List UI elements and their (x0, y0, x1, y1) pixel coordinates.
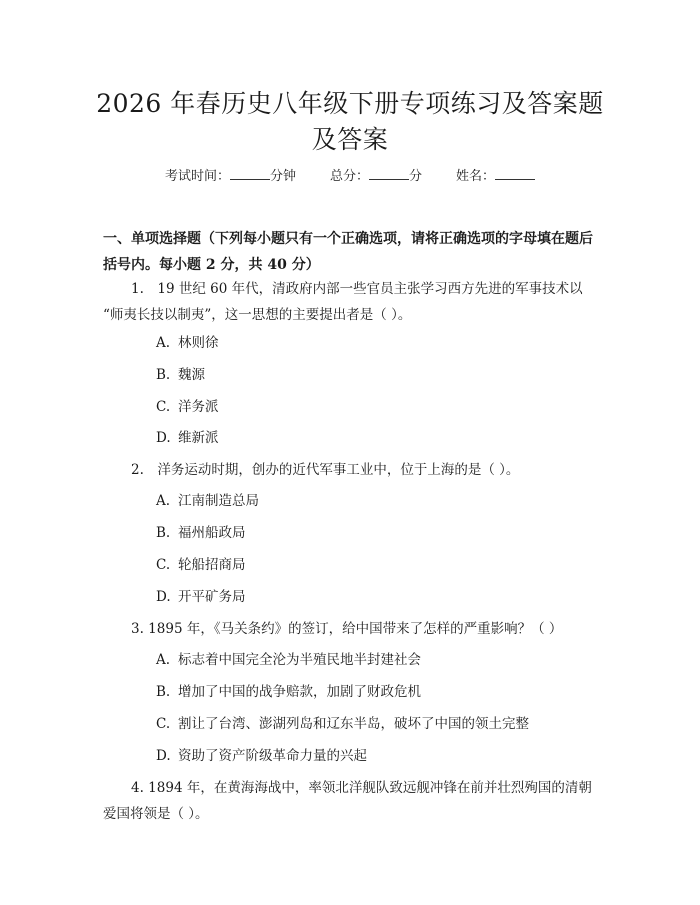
section-heading-line2: 括号内。每小题 2 分，共 40 分） (103, 257, 320, 273)
section-heading-line1: 一、单项选择题（下列每小题只有一个正确选项，请将正确选项的字母填在题后 (103, 231, 593, 247)
option-3b: B. 增加了中国的战争赔款，加剧了财政危机 (156, 684, 421, 700)
name-blank (495, 167, 535, 180)
name-label: 姓名： (456, 169, 496, 184)
score-blank (369, 167, 409, 180)
question-2-line1: 2. 洋务运动时期，创办的近代军事工业中，位于上海的是（ ）。 (131, 462, 520, 478)
score-label: 总分： (329, 169, 369, 184)
question-1-line1: 1. 19 世纪 60 年代，清政府内部一些官员主张学习西方先进的军事技术以 (131, 281, 583, 297)
option-2c: C. 轮船招商局 (156, 557, 246, 573)
option-1b: B. 魏源 (156, 367, 205, 383)
option-1a: A. 林则徐 (156, 335, 219, 351)
option-3d: D. 资助了资产阶级革命力量的兴起 (156, 748, 367, 764)
option-1c: C. 洋务派 (156, 399, 219, 415)
question-1-line2: “师夷长技以制夷”，这一思想的主要提出者是（ ）。 (103, 307, 412, 323)
section-heading (103, 226, 603, 278)
option-2a: A. 江南制造总局 (156, 493, 259, 509)
question-4-line2: 爱国将领是（ ）。 (103, 806, 209, 822)
question-3 (103, 616, 603, 642)
page-title-line2: 及答案 (311, 125, 389, 154)
question-3-line1: 3. 1895 年，《马关条约》的签订，给中国带来了怎样的严重影响？（ ） (131, 621, 563, 637)
page-title-line1: 2026 年春历史八年级下册专项练习及答案题 (96, 89, 604, 118)
option-2d: D. 开平矿务局 (156, 589, 246, 605)
option-3a: A. 标志着中国完全沦为半殖民地半封建社会 (156, 652, 421, 668)
question-1 (103, 276, 603, 328)
question-2 (103, 457, 603, 483)
score-unit: 分 (409, 169, 423, 184)
question-4 (103, 775, 603, 827)
question-4-line1: 4. 1894 年，在黄海海战中，率领北洋舰队致远舰冲锋在前并壮烈殉国的清朝 (131, 780, 592, 796)
option-3c: C. 割让了台湾、澎湖列岛和辽东半岛，破坏了中国的领土完整 (156, 716, 529, 732)
time-label: 考试时间： (164, 169, 230, 184)
exam-info (0, 167, 700, 187)
option-2b: B. 福州船政局 (156, 525, 246, 541)
time-unit: 分钟 (269, 169, 296, 184)
time-blank (230, 167, 270, 180)
option-1d: D. 维新派 (156, 430, 219, 446)
